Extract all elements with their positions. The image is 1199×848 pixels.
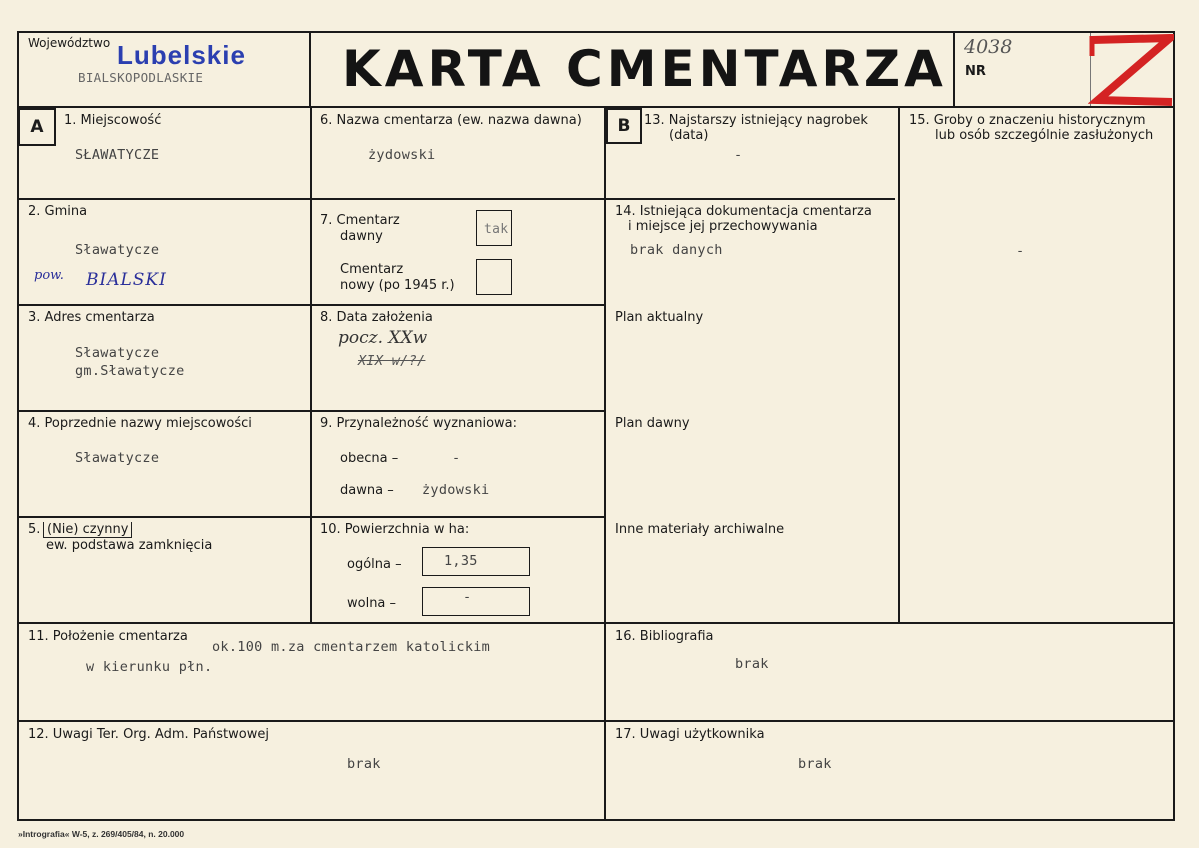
field-8-struck-value: XIX w/?/ <box>358 353 426 369</box>
frame-left <box>17 31 19 821</box>
field-7-dawny-value: tak <box>484 222 509 237</box>
col-line-a <box>310 106 312 623</box>
field-3-label: 3. Adres cmentarza <box>28 310 155 325</box>
frame-bottom <box>17 819 1175 821</box>
field-17-label: 17. Uwagi użytkownika <box>615 727 765 742</box>
field-4-label: 4. Poprzednie nazwy miejscowości <box>28 416 252 431</box>
field-11-value-line2: w kierunku płn. <box>86 659 213 675</box>
field-12-label: 12. Uwagi Ter. Org. Adm. Państwowej <box>28 727 269 742</box>
inne-materialy-label: Inne materiały archiwalne <box>615 522 785 537</box>
printer-footer: »Intrografia« W-5, z. 269/405/84, n. 20.000 <box>18 829 185 839</box>
field-13-label-line1: 13. Najstarszy istniejący nagrobek <box>644 113 868 128</box>
field-13-value: - <box>734 147 743 163</box>
field-4-value: Sławatycze <box>75 450 160 466</box>
red-z-mark <box>1088 34 1174 108</box>
field-2-value: Sławatycze <box>75 242 160 258</box>
field-7-nowy-box <box>476 259 512 295</box>
row-line-1 <box>17 198 606 200</box>
field-5-label: (Nie) czynny <box>43 522 132 538</box>
field-7-nowy-line1: Cmentarz <box>340 262 404 277</box>
row-line-4 <box>17 516 606 518</box>
row-line-11 <box>17 622 1175 624</box>
wojewodztwo-label: Województwo <box>28 36 111 50</box>
header-divider <box>17 106 1175 108</box>
field-3-value-line1: Sławatycze <box>75 345 160 361</box>
field-9-dawna-label: dawna – <box>340 483 394 498</box>
field-9-obecna-value: - <box>452 450 461 466</box>
frame-top <box>18 31 1175 33</box>
field-6-label: 6. Nazwa cmentarza (ew. nazwa dawna) <box>320 113 582 128</box>
col-line-c <box>898 106 900 623</box>
field-2-hand-prefix: pow. <box>34 268 64 283</box>
field-2-hand-value: BIALSKI <box>86 270 167 290</box>
section-b-marker: B <box>606 108 642 144</box>
card-title: KARTA CMENTARZA <box>342 40 947 98</box>
field-6-value: żydowski <box>368 147 436 163</box>
field-5-label-line2: ew. podstawa zamknięcia <box>46 538 213 553</box>
field-10-wolna-box <box>422 587 530 616</box>
field-1-value: SŁAWATYCZE <box>75 147 160 163</box>
row-line-2 <box>17 304 606 306</box>
field-15-label-line2: lub osób szczególnie zasłużonych <box>935 128 1154 143</box>
field-8-hand-value: pocz. XXw <box>338 328 428 348</box>
section-a-marker: A <box>18 108 56 146</box>
field-2-label: 2. Gmina <box>28 204 88 219</box>
field-7-label-dawny: dawny <box>340 229 383 244</box>
field-14-label-line2: i miejsce jej przechowywania <box>628 219 818 234</box>
field-9-obecna-label: obecna – <box>340 451 399 466</box>
nr-handwritten: 4038 <box>964 36 1013 58</box>
field-10-wolna-label: wolna – <box>347 596 397 611</box>
field-14-label-line1: 14. Istniejąca dokumentacja cmentarza <box>615 204 872 219</box>
field-7-nowy-line2: nowy (po 1945 r.) <box>340 278 455 293</box>
row-line-13 <box>606 198 895 200</box>
field-16-label: 16. Bibliografia <box>615 629 714 644</box>
wojewodztwo-stamp: Lubelskie <box>117 40 246 70</box>
header-vline-1 <box>309 31 311 108</box>
field-11-value-line1: ok.100 m.za cmentarzem katolickim <box>212 639 491 655</box>
field-3-value-line2: gm.Sławatycze <box>75 363 185 379</box>
field-1-label: 1. Miejscowość <box>64 113 162 128</box>
field-14-value: brak danych <box>630 242 723 258</box>
field-10-ogolna-label: ogólna – <box>347 557 402 572</box>
plan-dawny-label: Plan dawny <box>615 416 690 431</box>
row-line-3 <box>17 410 606 412</box>
field-8-label: 8. Data założenia <box>320 310 433 325</box>
header-vline-2 <box>953 31 955 108</box>
field-15-label-line1: 15. Groby o znaczeniu historycznym <box>909 113 1146 128</box>
col-line-b <box>604 106 606 819</box>
field-13-label-line2: (data) <box>669 128 709 143</box>
field-9-dawna-value: żydowski <box>422 482 490 498</box>
field-5-num: 5. <box>28 522 41 537</box>
field-10-ogolna-value: 1,35 <box>444 553 478 569</box>
row-line-12 <box>17 720 1175 722</box>
field-9-label: 9. Przynależność wyznaniowa: <box>320 416 518 431</box>
field-10-label: 10. Powierzchnia w ha: <box>320 522 470 537</box>
field-11-label: 11. Położenie cmentarza <box>28 629 188 644</box>
field-10-wolna-value: - <box>463 589 472 605</box>
nr-label: NR <box>965 64 986 79</box>
field-17-value: brak <box>798 756 832 772</box>
wojewodztwo-typed: BIALSKOPODLASKIE <box>78 70 204 85</box>
frame-right <box>1173 31 1175 821</box>
plan-aktualny-label: Plan aktualny <box>615 310 704 325</box>
field-7-label: 7. Cmentarz <box>320 213 400 228</box>
field-12-value: brak <box>347 756 381 772</box>
field-15-value: - <box>1016 243 1025 259</box>
field-16-value: brak <box>735 656 769 672</box>
